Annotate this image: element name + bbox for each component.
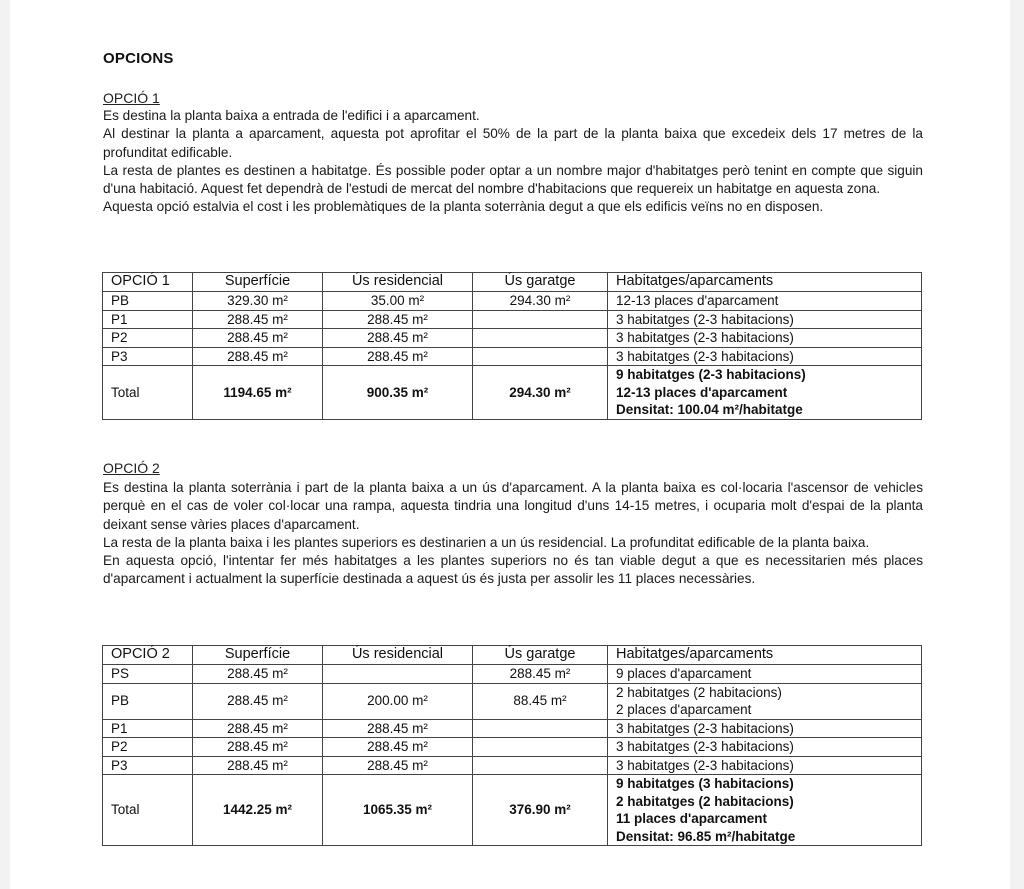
garage-cell xyxy=(473,756,608,775)
surface-cell: 288.45 m² xyxy=(193,738,323,757)
option1-text xyxy=(103,107,923,217)
surface-cell: 288.45 m² xyxy=(193,665,323,684)
table-header-cell: OPCIÓ 1 xyxy=(103,273,193,292)
floor-cell: PB xyxy=(103,292,193,311)
table-row xyxy=(103,310,922,329)
surface-cell: 1194.65 m² xyxy=(193,366,323,420)
housing-line: 12-13 places d'aparcament xyxy=(616,384,788,400)
floor-cell: P1 xyxy=(103,719,193,738)
floor-cell: P3 xyxy=(103,347,193,366)
floor-cell: P3 xyxy=(103,756,193,775)
housing-line: Densitat: 96.85 m²/habitatge xyxy=(616,828,796,844)
garage-cell xyxy=(473,738,608,757)
option1-paragraph: Al destinar la planta a aparcament, aquesta pot aprofitar el 50% de la part de la planta baixa que excedeix dels 17 metres de la profunditat edificable. xyxy=(103,126,923,160)
table-header-cell: Ús garatge xyxy=(473,646,608,665)
table-header-cell: Habitatges/aparcaments xyxy=(608,646,922,665)
surface-cell: 329.30 m² xyxy=(193,292,323,311)
residential-cell: 288.45 m² xyxy=(323,310,473,329)
option1-paragraph: Aquesta opció estalvia el cost i les problemàtiques de la planta soterrània degut a que els edificis veïns no en disposen. xyxy=(103,199,824,215)
garage-cell xyxy=(473,329,608,348)
housing-line: 12-13 places d'aparcament xyxy=(616,293,779,308)
garage-cell: 88.45 m² xyxy=(473,683,608,719)
floor-cell: P2 xyxy=(103,329,193,348)
document-heading: OPCIONS xyxy=(103,50,174,67)
housing-cell xyxy=(608,292,922,311)
housing-line: 3 habitatges (2-3 habitacions) xyxy=(616,739,794,754)
housing-line: 9 places d'aparcament xyxy=(616,666,752,681)
housing-line: 3 habitatges (2-3 habitacions) xyxy=(616,720,794,736)
residential-cell: 900.35 m² xyxy=(323,366,473,420)
floor-cell: Total xyxy=(103,775,193,846)
table-header-cell: Ús garatge xyxy=(473,273,608,292)
residential-cell: 200.00 m² xyxy=(323,683,473,719)
housing-line: Densitat: 100.04 m²/habitatge xyxy=(616,402,803,417)
table-header-row xyxy=(103,646,922,665)
housing-cell xyxy=(608,310,922,329)
floor-cell: Total xyxy=(103,366,193,420)
housing-line: 3 habitatges (2-3 habitacions) xyxy=(616,311,794,327)
residential-cell: 288.45 m² xyxy=(323,329,473,348)
surface-cell: 1442.25 m² xyxy=(193,775,323,846)
housing-line: 9 habitatges (2-3 habitacions) xyxy=(616,367,806,382)
housing-cell xyxy=(608,756,922,775)
table-header-cell: Habitatges/aparcaments xyxy=(608,273,922,292)
table-row xyxy=(103,665,922,684)
housing-line: 3 habitatges (2-3 habitacions) xyxy=(616,348,794,364)
table-total-row xyxy=(103,366,922,420)
residential-cell: 288.45 m² xyxy=(323,719,473,738)
table-row xyxy=(103,347,922,366)
option1-title: OPCIÓ 1 xyxy=(103,90,160,106)
option2-paragraph: La resta de la planta baixa i les plantes superiors es destinarien a un ús residencial. La profunditat edificable de la planta baixa. xyxy=(103,534,870,550)
option2-paragraph: En aquesta opció, l'intentar fer més habitatges a les plantes superiors no és tan viable degut a que es necessitarien més places d'aparcament i actualment la superfície destinada a aquest ús és justa per assolir les 11 places necessàries. xyxy=(103,553,923,587)
table-row xyxy=(103,292,922,311)
table-header-cell: OPCIÓ 2 xyxy=(103,646,193,665)
housing-line: 3 habitatges (2-3 habitacions) xyxy=(616,757,794,773)
surface-cell: 288.45 m² xyxy=(193,329,323,348)
document-page xyxy=(10,0,1010,889)
table-header-row xyxy=(103,273,922,292)
table-total-row xyxy=(103,775,922,846)
housing-cell xyxy=(608,329,922,348)
surface-cell: 288.45 m² xyxy=(193,347,323,366)
table-header-cell: Superfície xyxy=(193,273,323,292)
option1-paragraph: Es destina la planta baixa a entrada de l'edifici i a aparcament. xyxy=(103,108,480,123)
garage-cell xyxy=(473,347,608,366)
table-row xyxy=(103,329,922,348)
garage-cell xyxy=(473,310,608,329)
garage-cell: 288.45 m² xyxy=(473,665,608,684)
table-header-cell: Ús residencial xyxy=(323,646,473,665)
table-row xyxy=(103,683,922,719)
housing-line: 2 habitatges (2 habitacions) xyxy=(616,684,782,700)
option2-text xyxy=(103,479,923,589)
surface-cell: 288.45 m² xyxy=(193,683,323,719)
housing-line: 3 habitatges (2-3 habitacions) xyxy=(616,330,794,345)
option2-table xyxy=(102,645,922,846)
table-row xyxy=(103,738,922,757)
residential-cell: 1065.35 m² xyxy=(323,775,473,846)
floor-cell: PS xyxy=(103,665,193,684)
table-header-cell: Ús residencial xyxy=(323,273,473,292)
housing-cell xyxy=(608,683,922,719)
garage-cell: 376.90 m² xyxy=(473,775,608,846)
floor-cell: P1 xyxy=(103,310,193,329)
garage-cell: 294.30 m² xyxy=(473,292,608,311)
table-row xyxy=(103,756,922,775)
housing-cell xyxy=(608,738,922,757)
residential-cell: 288.45 m² xyxy=(323,738,473,757)
surface-cell: 288.45 m² xyxy=(193,756,323,775)
table-header-cell: Superfície xyxy=(193,646,323,665)
housing-line: 11 places d'aparcament xyxy=(616,811,768,826)
residential-cell: 288.45 m² xyxy=(323,756,473,775)
table-row xyxy=(103,719,922,738)
surface-cell: 288.45 m² xyxy=(193,719,323,738)
housing-line: 2 places d'aparcament xyxy=(616,702,752,717)
housing-line: 9 habitatges (3 habitacions) xyxy=(616,776,794,791)
housing-cell xyxy=(608,665,922,684)
housing-cell xyxy=(608,719,922,738)
option2-paragraph: Es destina la planta soterrània i part de la planta baixa a un ús d'aparcament. A la planta baixa es col·locaria l'ascensor de vehicles perquè en el cas de voler col·locar una rampa, aquesta tindria una longitud d'uns 14-15 metres, i ocuparia molt d'espai de la planta deixant sense vàries places d'aparcament. xyxy=(103,480,923,532)
residential-cell xyxy=(323,665,473,684)
option1-paragraph: La resta de plantes es destinen a habitatge. És possible poder optar a un nombre major d'habitatges però tenint en compte que siguin d'una habitació. Aquest fet dependrà de l'estudi de mercat del nombre d'habitacions que requereix un habitatge en aquesta zona. xyxy=(103,162,923,197)
surface-cell: 288.45 m² xyxy=(193,310,323,329)
housing-cell xyxy=(608,366,922,420)
residential-cell: 35.00 m² xyxy=(323,292,473,311)
garage-cell xyxy=(473,719,608,738)
floor-cell: PB xyxy=(103,683,193,719)
option1-table xyxy=(102,272,922,420)
residential-cell: 288.45 m² xyxy=(323,347,473,366)
option2-title: OPCIÓ 2 xyxy=(103,460,160,476)
housing-cell xyxy=(608,775,922,846)
housing-cell xyxy=(608,347,922,366)
floor-cell: P2 xyxy=(103,738,193,757)
housing-line: 2 habitatges (2 habitacions) xyxy=(616,793,794,809)
garage-cell: 294.30 m² xyxy=(473,366,608,420)
